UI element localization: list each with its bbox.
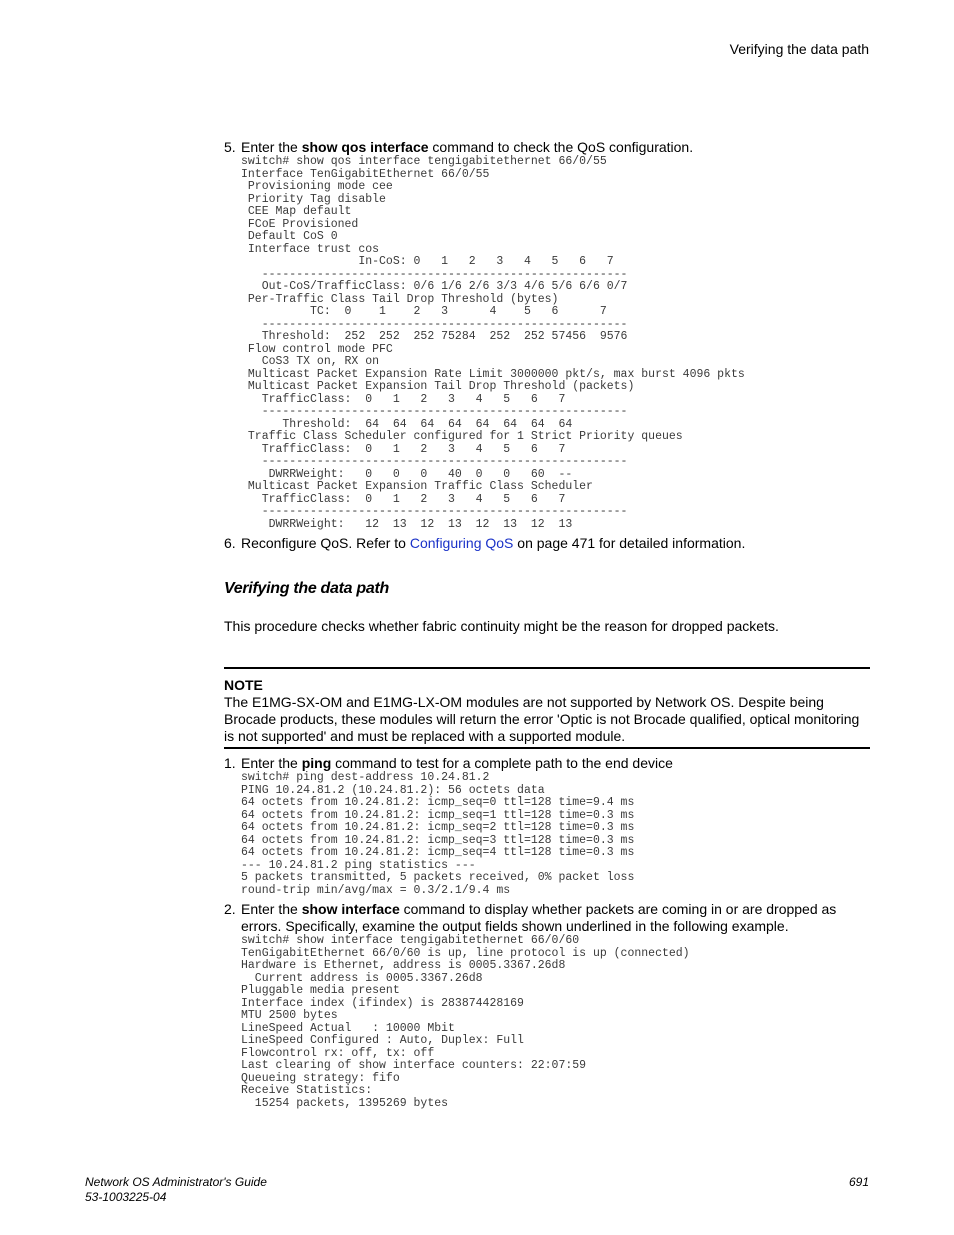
step-text: command to test for a complete path to the end device: [331, 755, 673, 771]
footer-left: [85, 1175, 267, 1205]
step-2: [224, 901, 870, 1110]
note-box: [224, 667, 870, 749]
running-header: Verifying the data path: [729, 41, 869, 57]
document-number: 53-1003225-04: [85, 1190, 167, 1204]
step-number: 1.: [224, 755, 236, 771]
note-label: NOTE: [224, 677, 263, 693]
step-text: command to check the QoS configuration.: [428, 139, 694, 155]
command-name: show interface: [301, 901, 400, 917]
page-number: 691: [848, 1175, 869, 1189]
configuring-qos-link[interactable]: Configuring QoS: [409, 535, 514, 551]
step-1: [224, 755, 870, 897]
step-text: Enter the: [241, 139, 302, 155]
guide-title: Network OS Administrator's Guide: [85, 1175, 267, 1189]
step-text: command to display whether packets are coming in or are dropped as errors. Specifically, examine the output fields shown underlined in the following example.: [241, 901, 837, 934]
step-text: Enter the: [241, 755, 302, 771]
step-number: 5.: [224, 139, 236, 155]
step-number: 6.: [224, 535, 236, 551]
command-name: show qos interface: [301, 139, 429, 155]
step-6: [224, 535, 870, 552]
code-block: switch# show qos interface tengigabitethernet 66/0/55 Interface TenGigabitEthernet 66/0/55 Provisioning mode cee Priority Tag disable CEE Map default FCoE Provisioned Default CoS 0 Interface trust cos In-CoS: 0 1 2 3 4 5 6 7 ----------------------------------------------------- Out-CoS/TrafficClass: 0/6 1/6 2/6 3/3 4/6 5/6 6/6 0/7 Per-Traffic Class Tail Drop Threshold (bytes) TC: 0 1 2 3 4 5 6 7 ----------------------------------------------------- Threshold: 252 252 252 75284 252 252 57456 9576 Flow control mode PFC CoS3 TX on, RX on Multicast Packet Expansion Rate Limit 3000000 pkt/s, max burst 4096 pkts Multicast Packet Expansion Tail Drop Threshold (packets) TrafficClass: 0 1 2 3 4 5 6 7 ----------------------------------------------------- Threshold: 64 64 64 64 64 64 64 64 Traffic Class Scheduler configured for 1 Strict Priority queues TrafficClass: 0 1 2 3 4 5 6 7 ----------------------------------------------------- DWRRWeight: 0 0 0 40 0 0 60 -- Multicast Packet Expansion Traffic Class Scheduler TrafficClass: 0 1 2 3 4 5 6 7 ----------------------------------------------------- DWRRWeight: 12 13 12 13 12 13 12 13: [241, 155, 745, 531]
step-text: on page 471 for detailed information.: [513, 535, 746, 551]
step-number: 2.: [224, 901, 236, 917]
step-text: Enter the: [241, 901, 302, 917]
intro-paragraph: This procedure checks whether fabric continuity might be the reason for dropped packets.: [224, 618, 779, 634]
step-text: Reconfigure QoS. Refer to: [241, 535, 410, 551]
note-text: The E1MG-SX-OM and E1MG-LX-OM modules are not supported by Network OS. Despite being Brocade products, these modules will return the error 'Optic is not Brocade qualified, optical monitoring is not supported' and must be replaced with a supported module.: [224, 694, 860, 744]
code-block: switch# show interface tengigabitethernet 66/0/60 TenGigabitEthernet 66/0/60 is up, line protocol is up (connected) Hardware is Ethernet, address is 0005.3367.26d8 Current address is 0005.3367.26d8 Pluggable media present Interface index (ifindex) is 283874428169 MTU 2500 bytes LineSpeed Actual : 10000 Mbit LineSpeed Configured : Auto, Duplex: Full Flowcontrol rx: off, tx: off Last clearing of show interface counters: 22:07:59 Queueing strategy: fifo Receive Statistics: 15254 packets, 1395269 bytes: [241, 934, 690, 1110]
step-5: [224, 139, 870, 531]
command-name: ping: [301, 755, 332, 771]
section-heading: Verifying the data path: [224, 580, 389, 597]
code-block: switch# ping dest-address 10.24.81.2 PING 10.24.81.2 (10.24.81.2): 56 octets data 64 octets from 10.24.81.2: icmp_seq=0 ttl=128 time=9.4 ms 64 octets from 10.24.81.2: icmp_seq=1 ttl=128 time=0.3 ms 64 octets from 10.24.81.2: icmp_seq=2 ttl=128 time=0.3 ms 64 octets from 10.24.81.2: icmp_seq=3 ttl=128 time=0.3 ms 64 octets from 10.24.81.2: icmp_seq=4 ttl=128 time=0.3 ms --- 10.24.81.2 ping statistics --- 5 packets transmitted, 5 packets received, 0% packet loss round-trip min/avg/max = 0.3/2.1/9.4 ms: [241, 771, 635, 897]
